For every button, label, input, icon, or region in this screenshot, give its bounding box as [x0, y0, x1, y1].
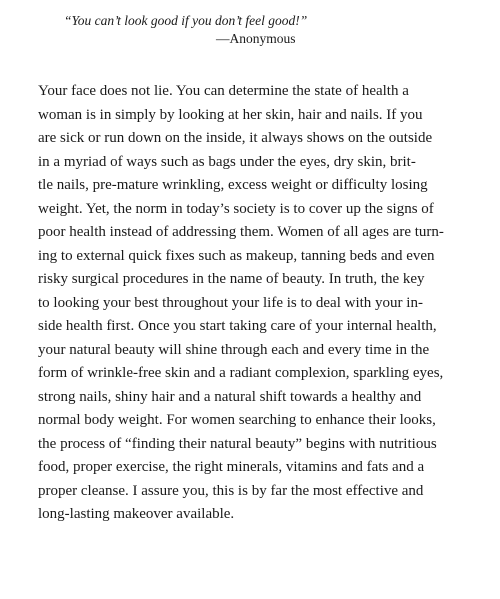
paragraph-line: poor health instead of addressing them. Women of all ages are turn- — [38, 224, 444, 240]
paragraph-line: food, proper exercise, the right minerals, vitamins and fats and a — [38, 459, 425, 475]
paragraph-line: woman is in simply by looking at her skin, hair and nails. If you — [38, 106, 423, 123]
paragraph-line: form of wrinkle-free skin and a radiant complexion, sparkling eyes, — [38, 365, 444, 381]
body-paragraph — [38, 80, 464, 527]
paragraph-line: Your face does not lie. You can determine the state of health a — [38, 83, 409, 99]
paragraph-line: to looking your best throughout your life is to deal with your in- — [38, 294, 423, 311]
epigraph-attribution: —Anonymous — [216, 31, 296, 46]
paragraph-line: ing to external quick fixes such as makeup, tanning beds and even — [38, 247, 435, 264]
paragraph-line: normal body weight. For women searching to enhance their looks, — [38, 412, 436, 428]
paragraph-line: weight. Yet, the norm in today’s society is to cover up the signs of — [38, 200, 434, 217]
paragraph-line: are sick or run down on the inside, it always shows on the outside — [38, 130, 433, 146]
paragraph-line: tle nails, pre-mature wrinkling, excess weight or difficulty losing — [38, 177, 428, 193]
epigraph — [64, 12, 364, 48]
paragraph-line: strong nails, shiny hair and a natural shift towards a healthy and — [38, 388, 422, 405]
paragraph-line: side health first. Once you start taking care of your internal health, — [38, 318, 437, 334]
paragraph-line: the process of “finding their natural beauty” begins with nutritious — [38, 435, 437, 452]
epigraph-quote: “You can’t look good if you don’t feel good!” — [64, 13, 308, 28]
paragraph-line: long-lasting makeover available. — [38, 506, 235, 522]
paragraph-line: risky surgical procedures in the name of beauty. In truth, the key — [38, 271, 425, 287]
paragraph-line: your natural beauty will shine through each and every time in the — [38, 341, 430, 358]
paragraph-line: proper cleanse. I assure you, this is by far the most effective and — [38, 482, 424, 499]
paragraph-line: in a myriad of ways such as bags under the eyes, dry skin, brit- — [38, 153, 416, 170]
